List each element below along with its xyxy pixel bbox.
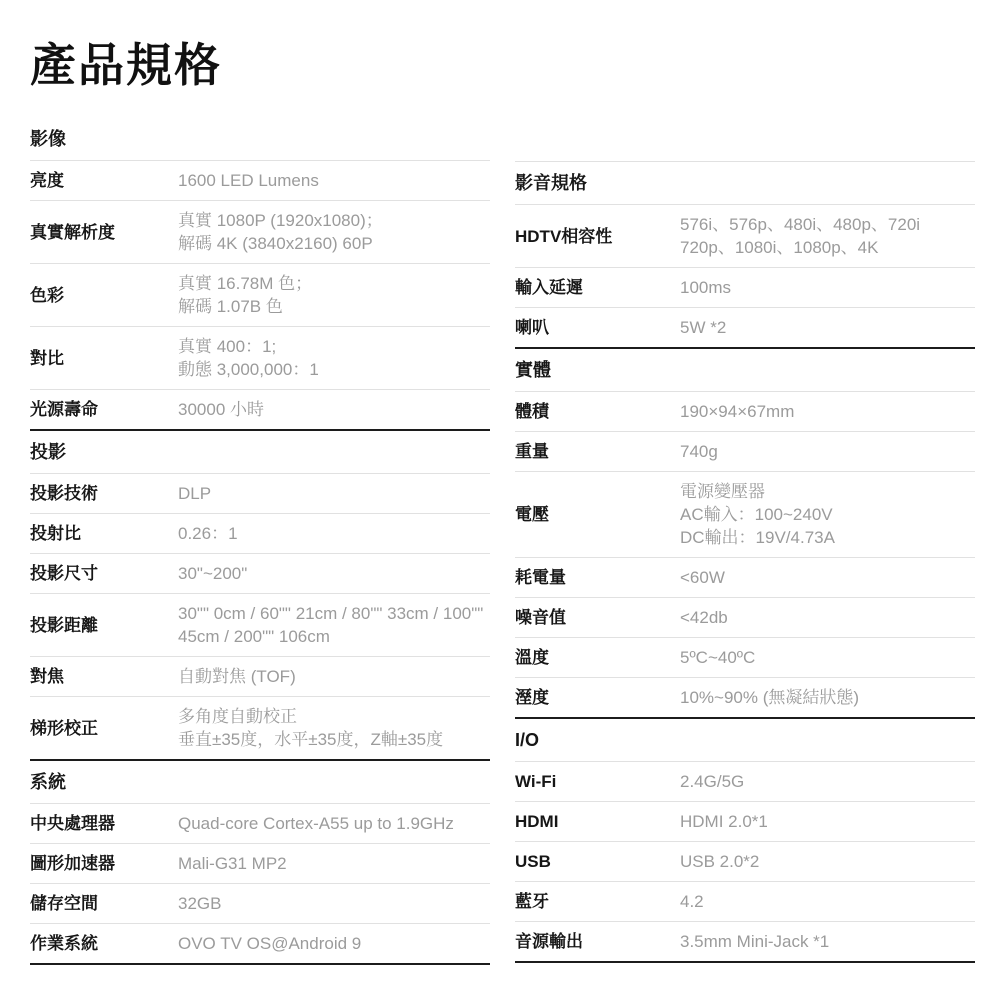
spec-row	[30, 327, 490, 390]
section-title: 系統	[30, 761, 490, 804]
spec-value	[178, 812, 490, 835]
spec-label: 投影尺寸	[30, 564, 98, 583]
spec-label: 光源壽命	[30, 400, 98, 419]
spec-row	[515, 802, 975, 842]
spec-value	[680, 276, 975, 299]
spec-value	[680, 316, 975, 339]
spec-value	[680, 930, 975, 953]
spec-section	[515, 349, 975, 719]
spec-value-line: 多角度自動校正	[178, 707, 297, 726]
spec-value	[680, 646, 975, 669]
spec-row	[30, 474, 490, 514]
spec-value-line: 解碼 4K (3840x2160) 60P	[178, 234, 373, 253]
spec-label: 圖形加速器	[30, 854, 115, 873]
spec-label: 梯形校正	[30, 718, 98, 738]
spec-value-line: 740g	[680, 442, 718, 461]
spec-value-line: 4.2	[680, 892, 704, 911]
spec-value-line: 動態 3,000,000：1	[178, 360, 319, 379]
spec-value	[178, 562, 490, 585]
spec-value	[680, 480, 975, 549]
spec-value-line: 垂直±35度，水平±35度，Z軸±35度	[178, 730, 444, 749]
spec-row	[515, 882, 975, 922]
spec-value-line: 30000 小時	[178, 400, 264, 419]
spec-value-line: 30"~200"	[178, 564, 248, 583]
spec-label: 亮度	[30, 171, 64, 190]
spec-value	[178, 335, 490, 381]
spec-value-line: 真實 16.78M 色；	[178, 274, 313, 293]
spec-value	[178, 705, 490, 751]
spec-row	[30, 924, 490, 963]
spec-row	[30, 554, 490, 594]
spec-value	[178, 665, 490, 688]
spec-value	[680, 400, 975, 423]
spec-value-line: 32GB	[178, 894, 222, 913]
spec-value-line: OVO TV OS@Android 9	[178, 934, 362, 953]
spec-label: Wi-Fi	[515, 772, 557, 791]
spec-row	[515, 922, 975, 961]
section-title: 實體	[515, 349, 975, 392]
spec-label: 輸入延遲	[515, 278, 583, 297]
spec-label: 投射比	[30, 524, 81, 543]
spec-row	[515, 268, 975, 308]
spec-value	[178, 209, 490, 255]
spec-label: 音源輸出	[515, 932, 583, 951]
spec-label: 溼度	[515, 688, 549, 707]
section-title: I/O	[515, 719, 975, 762]
spec-value-line: <60W	[680, 568, 725, 587]
spec-value-line: 真實 1080P (1920x1080)；	[178, 211, 383, 230]
spec-section	[515, 161, 975, 349]
spec-row	[30, 804, 490, 844]
spec-value-line: 720p、1080i、1080p、4K	[680, 238, 879, 257]
spec-value-line: 100ms	[680, 278, 732, 297]
spec-section	[30, 761, 490, 965]
spec-row	[515, 842, 975, 882]
spec-label: 耗電量	[515, 568, 566, 587]
spec-column-left	[30, 118, 490, 965]
spec-value	[178, 932, 490, 955]
spec-value-line: 0.26：1	[178, 524, 238, 543]
spec-label: 真實解析度	[30, 222, 115, 242]
spec-value	[178, 398, 490, 421]
section-title: 投影	[30, 431, 490, 474]
spec-value-line: 30"" 0cm / 60"" 21cm / 80"" 33cm / 100"" 45cm / 200"" 106cm	[178, 604, 484, 646]
spec-section	[30, 431, 490, 761]
spec-row	[515, 472, 975, 558]
spec-row	[30, 657, 490, 697]
spec-label: HDMI	[515, 812, 559, 831]
spec-column-right	[515, 161, 975, 963]
spec-row	[515, 598, 975, 638]
spec-value-line: AC輸入：100~240V	[680, 505, 833, 524]
spec-value-line: 解碼 1.07B 色	[178, 297, 283, 316]
spec-row	[30, 697, 490, 759]
spec-section	[515, 719, 975, 963]
spec-row	[515, 638, 975, 678]
spec-label: 色彩	[30, 285, 64, 305]
spec-label: HDTV相容性	[515, 226, 613, 246]
spec-row	[515, 432, 975, 472]
spec-label: 中央處理器	[30, 814, 115, 833]
spec-value-line: Quad-core Cortex-A55 up to 1.9GHz	[178, 814, 454, 833]
spec-row	[515, 392, 975, 432]
spec-label: 電壓	[515, 505, 549, 524]
spec-value	[178, 272, 490, 318]
spec-value	[680, 770, 975, 793]
spec-value	[178, 892, 490, 915]
spec-row	[515, 205, 975, 268]
spec-value	[178, 169, 490, 192]
spec-row	[515, 762, 975, 802]
spec-value-line: 電源變壓器	[680, 482, 765, 501]
spec-columns	[30, 118, 975, 965]
spec-row	[515, 308, 975, 347]
spec-value-line: 190×94×67mm	[680, 402, 795, 421]
spec-value-line: 3.5mm Mini-Jack *1	[680, 932, 830, 951]
spec-value-line: 5ºC~40ºC	[680, 648, 756, 667]
spec-value-line: 真實 400：1;	[178, 337, 277, 356]
spec-row	[515, 678, 975, 717]
spec-value-line: 5W *2	[680, 318, 727, 337]
spec-label: 對焦	[30, 667, 64, 686]
spec-label: 投影技術	[30, 484, 98, 503]
spec-section	[30, 118, 490, 431]
spec-row	[30, 594, 490, 657]
spec-row	[30, 264, 490, 327]
spec-row	[30, 884, 490, 924]
spec-label: USB	[515, 852, 551, 871]
spec-value-line: 2.4G/5G	[680, 772, 745, 791]
spec-value	[680, 440, 975, 463]
spec-label: 投影距離	[30, 615, 98, 635]
spec-value	[680, 850, 975, 873]
spec-label: 溫度	[515, 648, 549, 667]
spec-row	[30, 844, 490, 884]
page-title: 產品規格	[30, 39, 222, 91]
spec-value-line: DLP	[178, 484, 212, 503]
spec-label: 對比	[30, 348, 64, 368]
spec-label: 體積	[515, 402, 549, 421]
spec-value	[680, 606, 975, 629]
spec-label: 作業系統	[30, 934, 98, 953]
spec-value-line: HDMI 2.0*1	[680, 812, 768, 831]
spec-label: 重量	[515, 442, 549, 461]
spec-value	[178, 482, 490, 505]
spec-value-line: Mali-G31 MP2	[178, 854, 287, 873]
spec-label: 藍牙	[515, 892, 549, 911]
spec-row	[30, 161, 490, 201]
spec-value-line: DC輸出：19V/4.73A	[680, 528, 835, 547]
section-title: 影像	[30, 118, 490, 161]
spec-value-line: 1600 LED Lumens	[178, 171, 319, 190]
spec-value	[178, 522, 490, 545]
spec-row	[30, 390, 490, 429]
spec-label: 喇叭	[515, 318, 549, 337]
spec-value	[680, 810, 975, 833]
spec-value	[680, 686, 975, 709]
spec-value-line: 576i、576p、480i、480p、720i	[680, 215, 921, 234]
spec-value	[680, 213, 975, 259]
spec-value	[680, 566, 975, 589]
section-title: 影音規格	[515, 162, 975, 205]
spec-label: 噪音值	[515, 608, 566, 627]
spec-value	[178, 852, 490, 875]
spec-value-line: 10%~90% (無凝結狀態)	[680, 688, 860, 707]
spec-value-line: <42db	[680, 608, 728, 627]
spec-value-line: 自動對焦 (TOF)	[178, 667, 296, 686]
spec-row	[30, 201, 490, 264]
spec-value	[178, 602, 490, 648]
spec-row	[30, 514, 490, 554]
spec-value	[680, 890, 975, 913]
spec-row	[515, 558, 975, 598]
spec-value-line: USB 2.0*2	[680, 852, 760, 871]
spec-label: 儲存空間	[30, 894, 98, 913]
